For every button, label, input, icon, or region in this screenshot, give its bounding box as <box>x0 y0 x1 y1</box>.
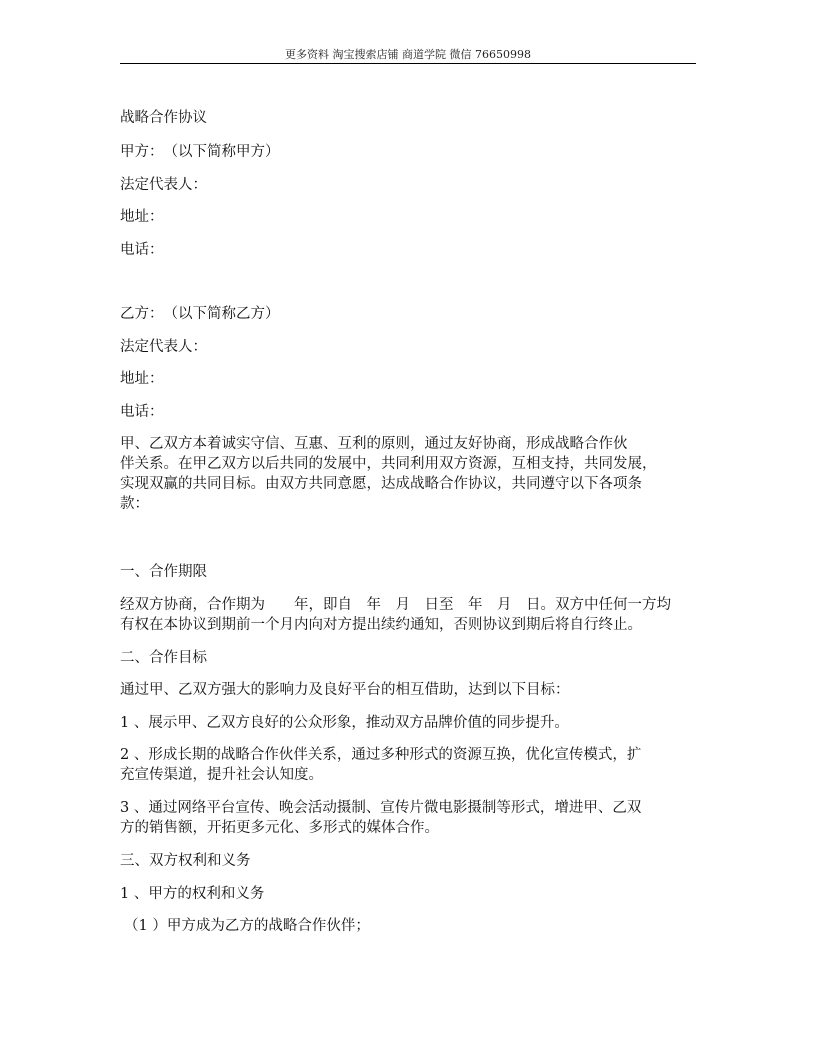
party-b-representative: 法定代表人： <box>120 339 207 355</box>
section2-item-1: 1 、展示甲、乙双方良好的公众形象，推动双方品牌价值的同步提升。 <box>120 715 569 731</box>
party-b-phone: 电话： <box>120 404 164 420</box>
party-a-address: 地址： <box>120 209 164 225</box>
section2-item-3 <box>120 798 700 838</box>
document-title: 战略合作协议 <box>120 110 207 126</box>
section2-heading: 二、合作目标 <box>120 650 207 666</box>
section3-heading: 三、双方权利和义务 <box>120 853 251 869</box>
header-rule <box>120 63 696 64</box>
section2-item-3-line: 3 、通过网络平台宣传、晚会活动摄制、宣传片微电影摄制等形式，增进甲、乙双 <box>120 800 642 816</box>
section1-line: 经双方协商，合作期为 年，即自 年 月 日至 年 月 日。双方中任何一方均 <box>120 597 671 613</box>
section2-item-2-line: 2 、形成长期的战略合作伙伴关系，通过多种形式的资源互换，优化宣传模式，扩 <box>120 747 642 763</box>
section2-lead: 通过甲、乙双方强大的影响力及良好平台的相互借助，达到以下目标： <box>120 682 570 698</box>
section1-heading: 一、合作期限 <box>120 564 207 580</box>
section2-item-3-line: 方的销售额，开拓更多元化、多形式的媒体合作。 <box>120 820 439 836</box>
intro-line: 甲、乙双方本着诚实守信、互惠、互利的原则，通过友好协商，形成战略合作伙 <box>120 436 628 452</box>
section1-line: 有权在本协议到期前一个月内向对方提出续约通知，否则协议到期后将自行终止。 <box>120 617 642 633</box>
section3-sub1-item1: （1 ）甲方成为乙方的战略合作伙伴； <box>124 918 370 934</box>
intro-line: 实现双赢的共同目标。由双方共同意愿，达成战略合作协议，共同遵守以下各项条 <box>120 476 642 492</box>
party-a-name: 甲方： （以下简称甲方） <box>120 144 280 160</box>
party-b-address: 地址： <box>120 371 164 387</box>
intro-line: 伴关系。在甲乙双方以后共同的发展中，共同利用双方资源，互相支持，共同发展， <box>120 456 657 472</box>
intro-line: 款： <box>120 496 149 512</box>
party-b-name: 乙方： （以下简称乙方） <box>120 306 280 322</box>
section2-item-2 <box>120 745 700 785</box>
party-a-representative: 法定代表人： <box>120 177 207 193</box>
page-header: 更多资料 淘宝搜索店铺 商道学院 微信 76650998 <box>285 48 531 61</box>
section2-item-2-line: 充宣传渠道，提升社会认知度。 <box>120 767 323 783</box>
section1-body <box>120 595 700 635</box>
section3-sub1: 1 、甲方的权利和义务 <box>120 886 265 902</box>
party-a-phone: 电话： <box>120 242 164 258</box>
intro-paragraph <box>120 434 700 514</box>
